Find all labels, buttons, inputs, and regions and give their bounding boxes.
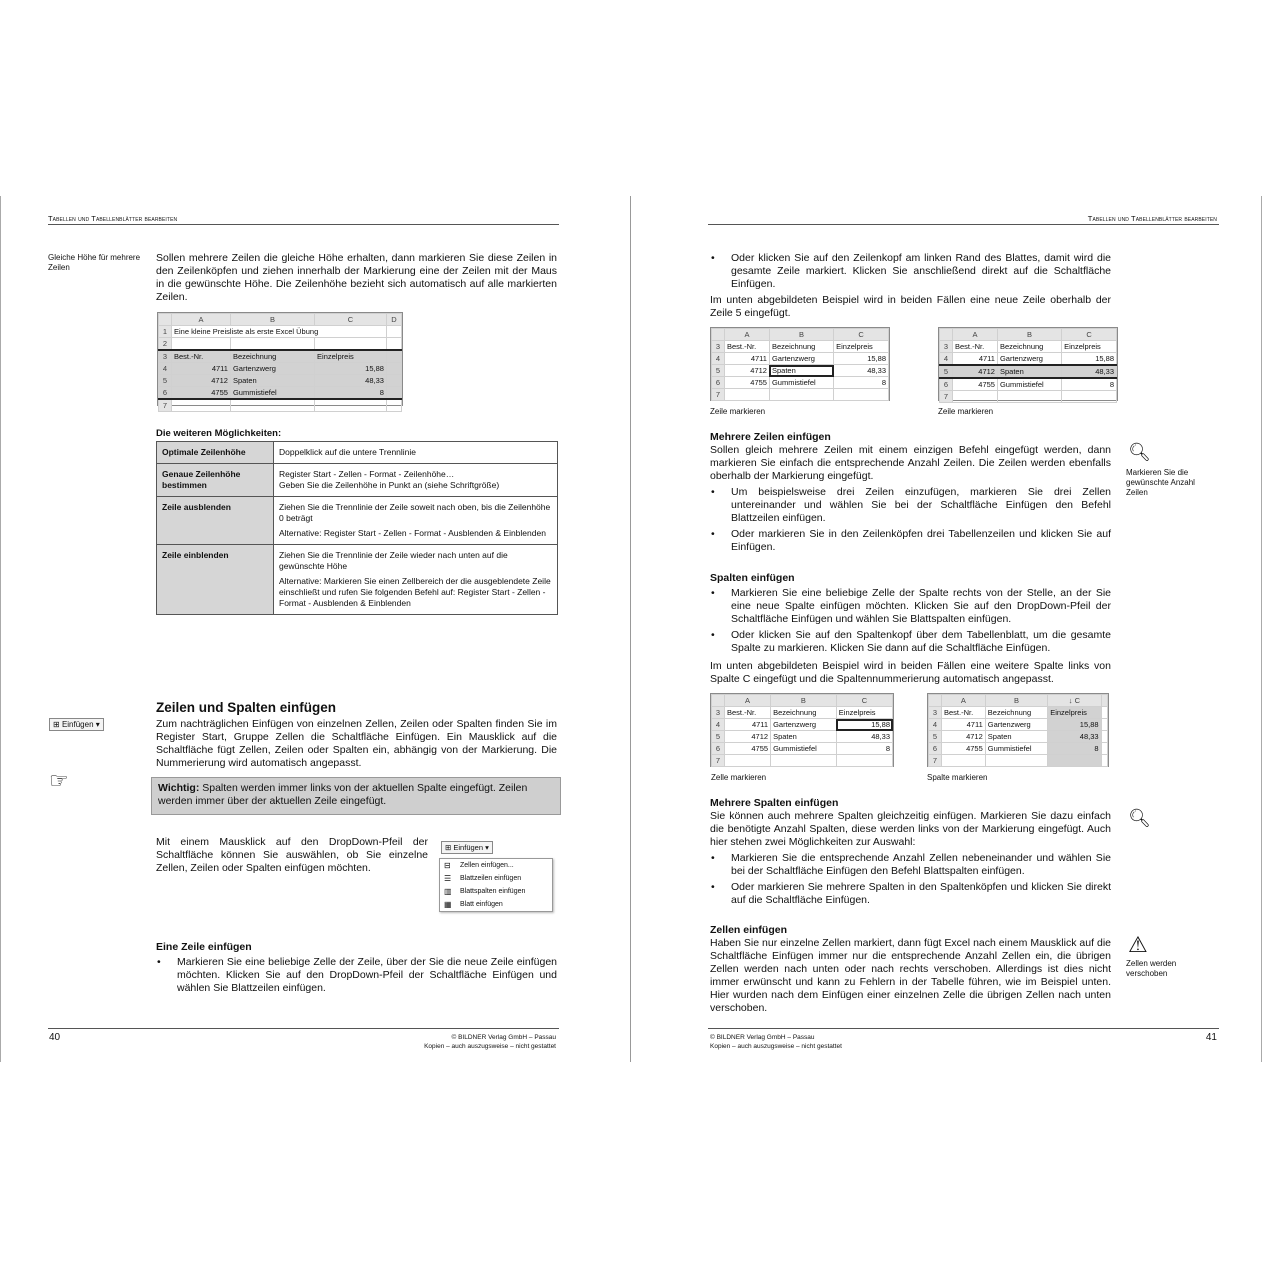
insert-icon: ⊞ bbox=[445, 843, 452, 852]
option-desc-text: Ziehen Sie die Trennlinie der Zeile wieder nach unten auf die gewünschte Höhe bbox=[279, 550, 508, 571]
option-desc bbox=[274, 442, 558, 464]
row-header: 5 bbox=[159, 375, 172, 387]
cell bbox=[172, 338, 231, 351]
warning-icon: ⚠ bbox=[1128, 932, 1148, 957]
row-header: 3 bbox=[929, 707, 942, 719]
menu-item-label: Blatt einfügen bbox=[460, 901, 503, 908]
row-header: 4 bbox=[712, 353, 725, 365]
option-desc-text: Doppelklick auf die untere Trennlinie bbox=[279, 447, 417, 457]
cell: 4712 bbox=[725, 731, 771, 743]
column-header: A bbox=[725, 329, 770, 341]
corner-cell bbox=[159, 314, 172, 326]
column-header: B bbox=[769, 329, 833, 341]
row-header: 6 bbox=[159, 387, 172, 400]
cell: 15,88 bbox=[1062, 353, 1117, 366]
option-desc-text: Ziehen Sie die Trennlinie der Zeile soweit nach oben, bis die Zeilenhöhe 0 beträgt bbox=[279, 502, 551, 523]
cell: Bezeichnung bbox=[771, 707, 837, 719]
example-paragraph: Im unten abgebildeten Beispiel wird in beiden Fällen eine neue Zeile oberhalb der Zeile 5 eingefügt. bbox=[710, 294, 1111, 319]
row-header: 7 bbox=[159, 399, 172, 412]
menu-item-insert-sheet[interactable] bbox=[440, 898, 552, 911]
option-key: Zeile einblenden bbox=[157, 545, 274, 615]
list-item: • Markieren Sie eine beliebige Zelle der Zeile, über der Sie die neue Zeile einfügen möchten. Klicken Sie auf den DropDown-Pfeil der Schaltfläche Einfügen und wählen Sie Blattzeilen einfügen. bbox=[156, 956, 557, 995]
cell: 4711 bbox=[172, 363, 231, 375]
cell: 8 bbox=[315, 387, 387, 400]
option-desc-text: Register Start - Zellen - Format - Zeilenhöhe… bbox=[279, 469, 455, 479]
row-header: 7 bbox=[712, 389, 725, 401]
footer-rule bbox=[708, 1028, 1219, 1029]
bullet-list bbox=[156, 956, 557, 998]
row-header: 6 bbox=[929, 743, 942, 755]
cell: 15,88 bbox=[1048, 719, 1101, 731]
right-page bbox=[631, 196, 1262, 1062]
cell bbox=[386, 387, 401, 400]
footer-copyright: © BILDNER Verlag GmbH – Passau bbox=[710, 1034, 815, 1041]
cell bbox=[771, 755, 837, 767]
bullet-list bbox=[710, 252, 1111, 294]
cell: 48,33 bbox=[834, 365, 889, 377]
section-title: Zeilen und Spalten einfügen bbox=[156, 700, 337, 715]
paragraph: Haben Sie nur einzelne Zellen markiert, dann fügt Excel nach einem Mausklick auf die Schaltfläche Einfügen immer nur die entsprechende Anzahl Zellen ein, die übrigen Zellen werden nach unten oder nach rechts verschoben. Allerdings ist dies nicht immer erwünscht und kann zu Fehlern in der Tabelle führen, wie im Beispiel unten. Hier wurden nach dem Einfügen einer einzelnen Zelle die übrigen Zellen nach unten verschoben. bbox=[710, 937, 1111, 1014]
menu-item-label: Blattspalten einfügen bbox=[460, 888, 526, 895]
options-row bbox=[157, 464, 558, 497]
corner-cell bbox=[712, 329, 725, 341]
cell: Best.-Nr. bbox=[725, 707, 771, 719]
option-desc bbox=[274, 545, 558, 615]
cell: Eine kleine Preisliste als erste Excel Übung bbox=[172, 326, 387, 338]
caption: Zeile markieren bbox=[938, 407, 994, 416]
important-note bbox=[151, 777, 561, 815]
corner-cell bbox=[712, 695, 725, 707]
page-number: 41 bbox=[1205, 1032, 1217, 1043]
row-header: 5 bbox=[929, 731, 942, 743]
cell: 4755 bbox=[725, 743, 771, 755]
excel-sheet-column-header bbox=[927, 693, 1109, 767]
insert-cells-icon: ⊟ bbox=[444, 861, 451, 870]
column-header: B bbox=[771, 695, 837, 707]
subsection-title: Mehrere Zeilen einfügen bbox=[710, 431, 831, 443]
row-header: 5 bbox=[712, 365, 725, 377]
column-header: D bbox=[386, 314, 401, 326]
cell: Gartenzwerg bbox=[985, 719, 1047, 731]
cell: Einzelpreis bbox=[834, 341, 889, 353]
row-header: 3 bbox=[712, 707, 725, 719]
dropdown-paragraph: Mit einem Mausklick auf den DropDown-Pfeil der Schaltfläche können Sie auswählen, ob Sie einzelne Zellen, Zeilen oder Spalten einfügen möchten. bbox=[156, 836, 428, 874]
cell bbox=[953, 391, 998, 403]
cell bbox=[997, 391, 1061, 403]
excel-sheet-row-header bbox=[938, 327, 1118, 401]
cell: Gartenzwerg bbox=[771, 719, 837, 731]
header-rule bbox=[48, 224, 559, 225]
insert-button[interactable] bbox=[49, 718, 104, 731]
options-row bbox=[157, 442, 558, 464]
menu-item-insert-columns[interactable] bbox=[440, 885, 552, 898]
cell: Best.-Nr. bbox=[172, 350, 231, 363]
subsection-title: Eine Zeile einfügen bbox=[156, 941, 252, 953]
options-row bbox=[157, 545, 558, 615]
row-header: 7 bbox=[929, 755, 942, 767]
cell bbox=[942, 755, 986, 767]
list-item: • Oder klicken Sie auf den Zeilenkopf am linken Rand des Blattes, damit wird die gesamte Zeile markiert. Klicken Sie anschließend direkt auf die Schaltfläche Einfügen. bbox=[710, 252, 1111, 291]
row-header: 7 bbox=[940, 391, 953, 403]
running-header: Tabellen und Tabellenblätter bearbeiten bbox=[48, 214, 178, 223]
cell bbox=[1101, 719, 1107, 731]
row-header: 2 bbox=[159, 338, 172, 351]
list-item: • Markieren Sie eine beliebige Zelle der Spalte rechts von der Stelle, an der Sie eine neue Spalte einfügen möchten. Klicken Sie auf den DropDown-Pfeil der Schaltfläche Einfügen und wählen Sie Blattspalten einfügen. bbox=[710, 587, 1111, 626]
page-number: 40 bbox=[49, 1032, 61, 1043]
subsection-title: Zellen einfügen bbox=[710, 924, 788, 936]
insert-button-label: Einfügen bbox=[61, 720, 94, 729]
row-header: 4 bbox=[940, 353, 953, 366]
cell: Spaten bbox=[997, 365, 1061, 378]
cell bbox=[386, 350, 401, 363]
excel-sheet-row-cell bbox=[710, 327, 890, 401]
column-header: C bbox=[834, 329, 889, 341]
insert-menu bbox=[439, 858, 553, 912]
cell bbox=[985, 755, 1047, 767]
note-label: Wichtig: bbox=[158, 782, 200, 794]
list-item: • Oder markieren Sie mehrere Spalten in den Spaltenköpfen und klicken Sie direkt auf die Schaltfläche Einfügen. bbox=[710, 881, 1111, 907]
menu-item-label: Blattzeilen einfügen bbox=[460, 875, 522, 882]
subsection-title: Mehrere Spalten einfügen bbox=[710, 797, 839, 809]
cell: Spaten bbox=[985, 731, 1047, 743]
excel-sheet-example bbox=[157, 312, 403, 410]
cell: Gummistiefel bbox=[985, 743, 1047, 755]
bullet-list bbox=[710, 852, 1111, 910]
footer-copyright: © BILDNER Verlag GmbH – Passau bbox=[451, 1034, 556, 1041]
column-header-label: C bbox=[1074, 696, 1081, 705]
menu-item-label: Zellen einfügen... bbox=[460, 862, 514, 869]
row-header: 6 bbox=[712, 377, 725, 389]
option-desc-text: Alternative: Register Start - Zellen - Format - Ausblenden & Einblenden bbox=[279, 528, 546, 538]
list-item: • Um beispielsweise drei Zeilen einzufügen, markieren Sie drei Zellen untereinander und wählen Sie bei der Schaltfläche Einfügen den Befehl Blattzeilen einfügen. bbox=[710, 486, 1111, 525]
row-header: 5 bbox=[712, 731, 725, 743]
column-header: A bbox=[725, 695, 771, 707]
cell bbox=[315, 338, 387, 351]
options-table bbox=[156, 441, 558, 615]
cell bbox=[1101, 731, 1107, 743]
insert-icon: ⊞ bbox=[53, 720, 60, 729]
footer-notice: Kopien – auch auszugsweise – nicht gestattet bbox=[710, 1043, 842, 1050]
cell: 15,88 bbox=[315, 363, 387, 375]
cell: 48,33 bbox=[836, 731, 892, 743]
option-key: Optimale Zeilenhöhe bbox=[157, 442, 274, 464]
column-header-selected[interactable] bbox=[1048, 695, 1101, 707]
cell: Best.-Nr. bbox=[725, 341, 770, 353]
footer-rule bbox=[48, 1028, 559, 1029]
running-header: Tabellen und Tabellenblätter bearbeiten bbox=[1087, 214, 1217, 223]
cell bbox=[386, 326, 401, 338]
row-header: 5 bbox=[940, 365, 953, 378]
header-rule bbox=[708, 224, 1219, 225]
cell bbox=[315, 399, 387, 412]
cell: 15,88 bbox=[834, 353, 889, 365]
cell bbox=[386, 399, 401, 412]
cell: 4711 bbox=[942, 719, 986, 731]
option-desc-text: Geben Sie die Zeilenhöhe in Punkt an (siehe Schriftgröße) bbox=[279, 480, 500, 490]
options-row bbox=[157, 497, 558, 545]
cell: 4712 bbox=[953, 365, 998, 378]
cell: 8 bbox=[836, 743, 892, 755]
column-header: B bbox=[997, 329, 1061, 341]
options-heading: Die weiteren Möglichkeiten: bbox=[156, 428, 282, 439]
magnifier-icon: 🔍︎ bbox=[1128, 442, 1151, 462]
row-header: 3 bbox=[940, 341, 953, 353]
cell bbox=[836, 755, 892, 767]
bullet-list bbox=[710, 587, 1111, 658]
cell bbox=[1048, 755, 1101, 767]
cell bbox=[386, 338, 401, 351]
pointing-hand-icon: ☞ bbox=[49, 768, 69, 793]
row-header: 6 bbox=[712, 743, 725, 755]
cell: Gummistiefel bbox=[997, 378, 1061, 391]
cell bbox=[1101, 707, 1107, 719]
insert-sheet-icon: ▦ bbox=[444, 900, 452, 909]
cell bbox=[1101, 755, 1107, 767]
row-header: 3 bbox=[159, 350, 172, 363]
cell: 4712 bbox=[725, 365, 770, 377]
chevron-down-icon: ▾ bbox=[485, 843, 489, 852]
row-header: 4 bbox=[929, 719, 942, 731]
cell bbox=[834, 389, 889, 401]
column-header: B bbox=[230, 314, 314, 326]
option-key: Genaue Zeilenhöhe bestimmen bbox=[157, 464, 274, 497]
caption: Spalte markieren bbox=[927, 773, 988, 782]
cell: 48,33 bbox=[1062, 365, 1117, 378]
cell: 4755 bbox=[942, 743, 986, 755]
list-item: • Oder markieren Sie in den Zeilenköpfen drei Tabellenzeilen und klicken Sie auf Einfügen. bbox=[710, 528, 1111, 554]
column-header: C bbox=[315, 314, 387, 326]
cell: Gummistiefel bbox=[771, 743, 837, 755]
corner-cell bbox=[929, 695, 942, 707]
insert-columns-icon: ▥ bbox=[444, 887, 452, 896]
cell: 8 bbox=[1048, 743, 1101, 755]
selected-cell: Spaten bbox=[769, 365, 833, 377]
menu-item-insert-rows[interactable] bbox=[440, 872, 552, 885]
cell: 4755 bbox=[172, 387, 231, 400]
cell: Best.-Nr. bbox=[953, 341, 998, 353]
cell bbox=[386, 375, 401, 387]
footer bbox=[710, 1033, 842, 1051]
selected-cell: 15,88 bbox=[836, 719, 892, 731]
option-desc bbox=[274, 464, 558, 497]
row-header: 7 bbox=[712, 755, 725, 767]
margin-note: Markieren Sie die gewünschte Anzahl Zeilen bbox=[1126, 468, 1195, 497]
footer bbox=[424, 1033, 556, 1051]
column-header: B bbox=[985, 695, 1047, 707]
list-item: • Markieren Sie die entsprechende Anzahl Zellen nebeneinander und wählen Sie bei der Schaltfläche Einfügen den Befehl Blattspalten einfügen. bbox=[710, 852, 1111, 878]
cell: Spaten bbox=[771, 731, 837, 743]
column-header: A bbox=[172, 314, 231, 326]
cell bbox=[230, 399, 314, 412]
paragraph: Sie können auch mehrere Spalten gleichzeitig einfügen. Markieren Sie dazu einfach die benötigte Anzahl Spalten, diese werden links von der Markierung eingefügt. Auch hier stehen zwei Möglichkeiten zur Auswahl: bbox=[710, 810, 1111, 848]
insert-dropdown-button[interactable] bbox=[441, 841, 493, 854]
cell: 4712 bbox=[942, 731, 986, 743]
cell: Einzelpreis bbox=[1048, 707, 1101, 719]
column-header: C bbox=[1062, 329, 1117, 341]
option-key: Zeile ausblenden bbox=[157, 497, 274, 545]
cell: 48,33 bbox=[315, 375, 387, 387]
cell: 8 bbox=[1062, 378, 1117, 391]
cell: 4711 bbox=[725, 719, 771, 731]
section-intro: Zum nachträglichen Einfügen von einzelnen Zellen, Zeilen oder Spalten finden Sie im Register Start, Gruppe Zellen die Schaltfläche Einfügen. Ein Mausklick auf die Schaltfläche fügt Zellen, Zeilen oder Spalten ein, abhängig von der Markierung. Die Nummerierung wird automatisch angepasst. bbox=[156, 718, 557, 769]
cell: Bezeichnung bbox=[230, 350, 314, 363]
cell: Best.-Nr. bbox=[942, 707, 986, 719]
menu-item-insert-cells[interactable] bbox=[440, 859, 552, 872]
cell: Einzelpreis bbox=[315, 350, 387, 363]
arrow-down-icon: ↓ bbox=[1068, 696, 1075, 705]
option-desc bbox=[274, 497, 558, 545]
chevron-down-icon: ▾ bbox=[95, 720, 100, 729]
margin-note: Gleiche Höhe für mehrere Zeilen bbox=[48, 253, 141, 272]
cell bbox=[172, 399, 231, 412]
cell bbox=[769, 389, 833, 401]
row-header: 4 bbox=[159, 363, 172, 375]
cell: 8 bbox=[834, 377, 889, 389]
magnifier-icon: 🔍︎ bbox=[1128, 808, 1151, 828]
column-header: A bbox=[942, 695, 986, 707]
column-header: C bbox=[836, 695, 892, 707]
insert-dropdown-label: Einfügen bbox=[453, 843, 483, 852]
excel-sheet-column-cell bbox=[710, 693, 894, 767]
footer-notice: Kopien – auch auszugsweise – nicht gestattet bbox=[424, 1043, 556, 1050]
cell: Bezeichnung bbox=[985, 707, 1047, 719]
cell bbox=[386, 363, 401, 375]
cell bbox=[725, 755, 771, 767]
row-header: 4 bbox=[712, 719, 725, 731]
cell: 4711 bbox=[725, 353, 770, 365]
note-text: Spalten werden immer links von der aktuellen Spalte eingefügt. Zeilen werden immer über der aktuellen Zeile eingefügt. bbox=[158, 782, 528, 807]
example-paragraph: Im unten abgebildeten Beispiel wird in beiden Fällen eine weitere Spalte links von Spalte C eingefügt und die Spaltennummerierung automatisch angepasst. bbox=[710, 660, 1111, 685]
cell: Gartenzwerg bbox=[997, 353, 1061, 366]
insert-rows-icon: ☰ bbox=[444, 874, 452, 883]
paragraph: Sollen gleich mehrere Zeilen mit einem einzigen Befehl eingefügt werden, dann markieren Sie einfach die entsprechende Anzahl Zeilen. Die Zeilen werden ebenfalls oberhalb der Markierung eingefügt. bbox=[710, 444, 1111, 482]
cell: Bezeichnung bbox=[769, 341, 833, 353]
cell: 4755 bbox=[725, 377, 770, 389]
option-desc-text: Alternative: Markieren Sie einen Zellbereich der die ausgeblendete Zeile einschließt und rufen Sie folgenden Befehl auf: Register Start - Zellen - Format - Ausblenden & Einblenden bbox=[279, 576, 551, 608]
column-header bbox=[1101, 695, 1107, 707]
margin-note: Zellen werden verschoben bbox=[1126, 959, 1177, 978]
intro-paragraph: Sollen mehrere Zeilen die gleiche Höhe erhalten, dann markieren Sie diese Zeilen in den Zeilenköpfen und ziehen innerhalb der Markierung eine der Zeilen mit der Maus in die gewünschte Höhe. Die Zeilenhöhe bezieht sich automatisch auf alle markierten Zeilen. bbox=[156, 252, 557, 303]
cell: Gummistiefel bbox=[769, 377, 833, 389]
cell bbox=[230, 338, 314, 351]
column-header: A bbox=[953, 329, 998, 341]
cell: 4755 bbox=[953, 378, 998, 391]
cell: 4711 bbox=[953, 353, 998, 366]
row-header: 6 bbox=[940, 378, 953, 391]
cell: Spaten bbox=[230, 375, 314, 387]
cell: 4712 bbox=[172, 375, 231, 387]
cell: Einzelpreis bbox=[836, 707, 892, 719]
cell: Gummistiefel bbox=[230, 387, 314, 400]
list-item: • Oder klicken Sie auf den Spaltenkopf über dem Tabellenblatt, um die gesamte Spalte zu markieren. Klicken Sie dann auf die Schaltfläche Einfügen. bbox=[710, 629, 1111, 655]
cell: Einzelpreis bbox=[1062, 341, 1117, 353]
caption: Zelle markieren bbox=[711, 773, 767, 782]
cell: Gartenzwerg bbox=[769, 353, 833, 365]
row-header: 3 bbox=[712, 341, 725, 353]
row-header: 1 bbox=[159, 326, 172, 338]
cell: Bezeichnung bbox=[997, 341, 1061, 353]
cell bbox=[725, 389, 770, 401]
caption: Zeile markieren bbox=[710, 407, 766, 416]
cell bbox=[1062, 391, 1117, 403]
cell: Gartenzwerg bbox=[230, 363, 314, 375]
subsection-title: Spalten einfügen bbox=[710, 572, 795, 584]
cell bbox=[1101, 743, 1107, 755]
corner-cell bbox=[940, 329, 953, 341]
cell: 48,33 bbox=[1048, 731, 1101, 743]
bullet-list bbox=[710, 486, 1111, 557]
left-page bbox=[0, 196, 631, 1062]
